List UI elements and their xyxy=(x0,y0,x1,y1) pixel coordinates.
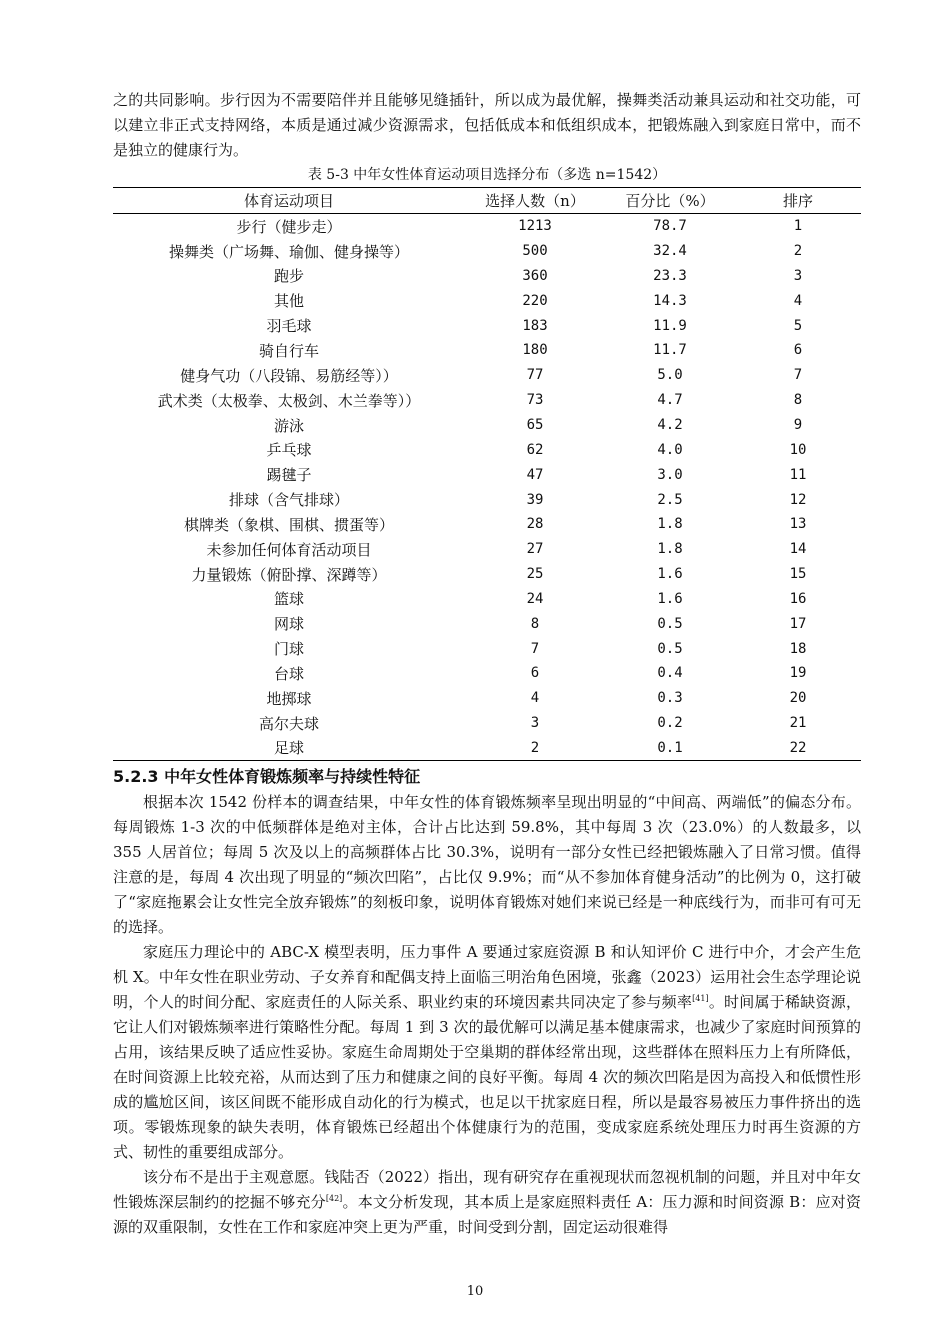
page-number: 10 xyxy=(466,1284,484,1299)
table-row xyxy=(113,413,861,438)
cell-count: 1213 xyxy=(518,218,552,235)
sports-selection-table xyxy=(113,187,861,761)
cell-rank: 20 xyxy=(789,690,807,707)
cell-rank: 11 xyxy=(789,466,807,483)
table-row xyxy=(113,562,861,587)
cell-rank: 22 xyxy=(789,739,807,756)
cell-percent: 0.5 xyxy=(657,640,683,657)
cell-percent: 1.8 xyxy=(657,541,683,558)
cell-sport-item: 排球（含气排球） xyxy=(228,491,349,510)
cell-count: 39 xyxy=(526,491,544,508)
cell-rank: 9 xyxy=(793,417,803,434)
cell-percent: 14.3 xyxy=(653,292,687,309)
table-row xyxy=(113,264,861,289)
cell-count: 24 xyxy=(526,590,544,607)
cell-sport-item: 棋牌类（象棋、围棋、掼蛋等） xyxy=(183,515,394,534)
cell-rank: 3 xyxy=(793,267,803,284)
cell-sport-item: 未参加任何体育活动项目 xyxy=(206,540,372,559)
cell-sport-item: 力量锻炼（俯卧撑、深蹲等） xyxy=(191,565,387,584)
paragraph-text: 该分布不是出于主观意愿。钱陆否（2022）指出，现有研究存在重视现状而忽视机制的问题，并且对中年女性锻炼深层制约的挖掘不够充分 xyxy=(113,1168,861,1212)
paragraph-text: 。时间属于稀缺资源，它让人们对锻炼频率进行策略性分配。每周 1 到 3 次的最优解可以满足基本健康需求，也减少了家庭时间预算的占用，该结果反映了适应性妥协。家庭生命周期处于空巢期的群体经常出现，这些群体在照料压力上有所降低，在时间资源上比较充裕，从而达到了压力和健康之间的良好平衡。每周 4 次的频次凹陷是因为高投入和低惯性形成的尴尬区间，该区间既不能形成自动化的行为模式，也足以干扰家庭日程，所以是最容易被压力事件挤出的选项。零锻炼现象的缺失表明，体育锻炼已经超出个体健康行为的范围，变成家庭系统处理压力时再生资源的方式、韧性的重要组成部分。 xyxy=(113,993,861,1162)
cell-count: 220 xyxy=(522,292,548,309)
header-count: 选择人数（n） xyxy=(485,191,585,210)
cell-percent: 0.1 xyxy=(657,739,683,756)
cell-sport-item: 高尔夫球 xyxy=(258,714,319,733)
table-row xyxy=(113,512,861,537)
cell-rank: 1 xyxy=(793,218,803,235)
cell-percent: 0.3 xyxy=(657,690,683,707)
header-percent: 百分比（%） xyxy=(625,191,715,210)
cell-sport-item: 地掷球 xyxy=(266,689,312,708)
cell-sport-item: 门球 xyxy=(273,640,304,659)
table-row xyxy=(113,313,861,338)
table-row xyxy=(113,711,861,736)
cell-count: 3 xyxy=(530,715,540,732)
cell-rank: 10 xyxy=(789,441,807,458)
cell-count: 65 xyxy=(526,417,544,434)
cell-percent: 4.0 xyxy=(657,441,683,458)
cell-count: 77 xyxy=(526,367,544,384)
table-row xyxy=(113,611,861,636)
table-body xyxy=(113,213,861,761)
cell-percent: 4.2 xyxy=(657,417,683,434)
cell-rank: 17 xyxy=(789,615,807,632)
table-caption: 表 5-3 中年女性体育运动项目选择分布（多选 n=1542） xyxy=(307,167,667,183)
cell-count: 500 xyxy=(522,243,548,260)
cell-count: 25 xyxy=(526,566,544,583)
cell-sport-item: 游泳 xyxy=(273,416,304,435)
cell-count: 7 xyxy=(530,640,540,657)
cell-rank: 12 xyxy=(789,491,807,508)
table-row xyxy=(113,587,861,612)
cell-rank: 21 xyxy=(789,715,807,732)
cell-percent: 11.7 xyxy=(653,342,687,359)
paragraph-text: 。本文分析发现，其本质上是家庭照料责任 A：压力源和时间资源 B：应对资源的双重限制，女性在工作和家庭冲突上更为严重，时间受到分割，固定运动很难得 xyxy=(113,1193,861,1237)
cell-rank: 19 xyxy=(789,665,807,682)
cell-rank: 16 xyxy=(789,590,807,607)
table-row xyxy=(113,537,861,562)
cell-sport-item: 步行（健步走） xyxy=(236,217,342,236)
cell-sport-item: 其他 xyxy=(273,292,304,311)
cell-rank: 8 xyxy=(793,392,803,409)
cell-percent: 1.6 xyxy=(657,566,683,583)
cell-rank: 18 xyxy=(789,640,807,657)
cell-count: 6 xyxy=(530,665,540,682)
cell-rank: 6 xyxy=(793,342,803,359)
cell-count: 180 xyxy=(522,342,548,359)
citation-ref: [42] xyxy=(325,1194,343,1204)
cell-rank: 14 xyxy=(789,541,807,558)
cell-percent: 11.9 xyxy=(653,317,687,334)
cell-count: 4 xyxy=(530,690,540,707)
cell-count: 27 xyxy=(526,541,544,558)
cell-sport-item: 跑步 xyxy=(273,267,304,286)
cell-rank: 15 xyxy=(789,566,807,583)
cell-sport-item: 台球 xyxy=(273,664,304,683)
paragraph-abcx-model xyxy=(113,940,861,1165)
table-row xyxy=(113,462,861,487)
header-rank: 排序 xyxy=(782,191,813,210)
paragraph-text: 家庭压力理论中的 ABC-X 模型表明，压力事件 A 要通过家庭资源 B 和认知评价 C 进行中介，才会产生危机 X。中年女性在职业劳动、子女养育和配偶支持上面临三明治角色困境，张鑫（2023）运用社会生态学理论说明，个人的时间分配、家庭责任的人际关系、职业约束的环境因素共同决定了参与频率 xyxy=(113,943,861,1012)
cell-sport-item: 足球 xyxy=(273,739,304,758)
cell-percent: 0.2 xyxy=(657,715,683,732)
cell-sport-item: 操舞类（广场舞、瑜伽、健身操等） xyxy=(168,242,409,261)
cell-count: 360 xyxy=(522,267,548,284)
cell-sport-item: 健身气功（八段锦、易筋经等）） xyxy=(180,366,398,385)
table-row xyxy=(113,338,861,363)
paragraph-frequency-results: 根据本次 1542 份样本的调查结果，中年女性的体育锻炼频率呈现出明显的“中间高、两端低”的偏态分布。每周锻炼 1-3 次的中低频群体是绝对主体，合计占比达到 59.8%，其中每周 3 次（23.0%）的人数最多，以 355 人居首位；每周 5 次及以上的高频群体占比 30.3%，说明有一部分女性已经把锻炼融入了日常习惯。值得注意的是，每周 4 次出现了明显的“频次凹陷”，占比仅 9.9%；而“从不参加体育健身活动”的比例为 0，这打破了“家庭拖累会让女性完全放弃锻炼”的刻板印象，说明体育锻炼对她们来说已经是一种底线行为，而非可有可无的选择。 xyxy=(113,793,861,937)
table-row xyxy=(113,239,861,264)
cell-count: 47 xyxy=(526,466,544,483)
table-row xyxy=(113,686,861,711)
cell-percent: 0.5 xyxy=(657,615,683,632)
cell-percent: 2.5 xyxy=(657,491,683,508)
section-title: 5.2.3 中年女性体育锻炼频率与持续性特征 xyxy=(113,767,421,787)
cell-count: 183 xyxy=(522,317,548,334)
cell-rank: 13 xyxy=(789,516,807,533)
cell-count: 2 xyxy=(530,739,540,756)
cell-percent: 32.4 xyxy=(653,243,687,260)
cell-percent: 1.8 xyxy=(657,516,683,533)
table-row xyxy=(113,661,861,686)
intro-paragraph: 之的共同影响。步行因为不需要陪伴并且能够见缝插针，所以成为最优解，操舞类活动兼具运动和社交功能，可以建立非正式支持网络，本质是通过减少资源需求，包括低成本和低组织成本，把锻炼融入到家庭日常中，而不是独立的健康行为。 xyxy=(113,91,861,159)
cell-rank: 5 xyxy=(793,317,803,334)
table-row xyxy=(113,388,861,413)
cell-rank: 7 xyxy=(793,367,803,384)
cell-percent: 0.4 xyxy=(657,665,683,682)
cell-count: 62 xyxy=(526,441,544,458)
cell-count: 28 xyxy=(526,516,544,533)
cell-count: 8 xyxy=(530,615,540,632)
cell-percent: 4.7 xyxy=(657,392,683,409)
table-row xyxy=(113,213,861,238)
cell-percent: 5.0 xyxy=(657,367,683,384)
cell-count: 73 xyxy=(526,392,544,409)
table-row xyxy=(113,288,861,313)
cell-percent: 78.7 xyxy=(653,218,687,235)
citation-ref: [41] xyxy=(692,994,709,1004)
page-body xyxy=(113,88,861,1240)
paragraph-distribution-cause xyxy=(113,1165,861,1240)
cell-rank: 2 xyxy=(793,243,803,260)
cell-percent: 23.3 xyxy=(653,267,687,284)
cell-sport-item: 乒乓球 xyxy=(266,441,312,460)
cell-sport-item: 篮球 xyxy=(273,590,304,609)
table-row xyxy=(113,636,861,661)
cell-sport-item: 踢毽子 xyxy=(266,466,312,485)
header-sport-item: 体育运动项目 xyxy=(243,191,334,210)
cell-percent: 1.6 xyxy=(657,590,683,607)
table-row xyxy=(113,363,861,388)
cell-sport-item: 网球 xyxy=(273,615,304,634)
cell-sport-item: 骑自行车 xyxy=(258,341,319,360)
cell-rank: 4 xyxy=(793,292,803,309)
cell-sport-item: 武术类（太极拳、太极剑、木兰拳等）） xyxy=(157,391,421,410)
table-row xyxy=(113,736,861,761)
table-row xyxy=(113,437,861,462)
table-header-row xyxy=(113,188,861,214)
cell-sport-item: 羽毛球 xyxy=(266,317,312,336)
table-row xyxy=(113,487,861,512)
cell-percent: 3.0 xyxy=(657,466,683,483)
